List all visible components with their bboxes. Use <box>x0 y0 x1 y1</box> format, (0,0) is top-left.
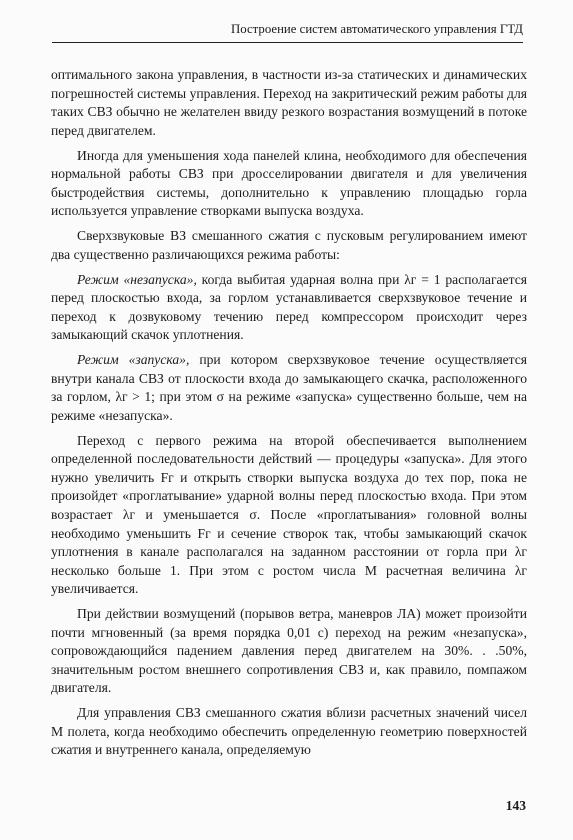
body-text <box>51 66 527 766</box>
paragraph-2: Иногда для уменьшения хода панелей клина, необходимого для обеспечения нормальной работы СВЗ при дросселировании двигателя и для увеличения быстродействия системы, дополнительно к управлению площадью горла используется управление створками выпуска воздуха. <box>51 147 527 219</box>
paragraph-start-mode <box>51 351 527 425</box>
paragraph-6: Переход с первого режима на второй обеспечивается выполнением определенной последовательности действий — процедуры «запуска». Для этого нужно увеличить Fг и открыть створки выпуска воздуха до тех пор, пока не произойдет «проглатывание» ударной волны перед плоскостью входа. При этом возрастает λг и уменьшается σ. После «проглатывания» головной волны необходимо уменьшить Fг и сечение створок так, чтобы замыкающий скачок уплотнения в канале располагался на заданном расстоянии от горла при λг несколько больше 1. При этом с ростом числа M расчетная величина λг увеличивается. <box>51 432 527 597</box>
term-start-mode: Режим «запуска», <box>77 352 190 368</box>
running-header: Построение систем автоматического управления ГТД <box>231 22 523 36</box>
paragraph-7: При действии возмущений (порывов ветра, маневров ЛА) может произойти почти мгновенный (за время порядка 0,01 с) переход на режим «незапуска», сопровождающийся падением давления перед двигателем на 30%. . .50%, значительным ростом внешнего сопротивления СВЗ и, как правило, помпажом двигателя. <box>51 606 527 696</box>
paragraph-3: Сверхзвуковые ВЗ смешанного сжатия с пусковым регулированием имеют два существенно различающихся режима работы: <box>51 228 527 262</box>
header-rule <box>52 42 523 43</box>
paragraph-unstart-mode <box>51 271 527 345</box>
paragraph-4-body: когда выбитая ударная волна при λг = 1 располагается перед плоскостью входа, за горлом устанавливается сверхзвуковое течение и переход к дозвуковому течению перед компрессором происходит через замыкающий скачок уплотнения. <box>51 271 527 343</box>
page-number: 143 <box>505 798 526 813</box>
paragraph-5-body: при котором сверхзвуковое течение осуществляется внутри канала СВЗ от плоскости входа до замыкающего скачка, расположенного за горлом, λг > 1; при этом σ на режиме «запуска» существенно больше, чем на режиме «незапуска». <box>51 352 527 423</box>
paragraph-1: оптимального закона управления, в частности из-за статических и динамических погрешностей системы управления. Переход на закритический режим работы для таких СВЗ обычно не желателен ввиду резкого возрастания возмущений в потоке перед двигателем. <box>51 67 527 138</box>
paragraph-8: Для управления СВЗ смешанного сжатия вблизи расчетных значений чисел M полета, когда необходимо обеспечить определенную геометрию поверхностей сжатия и внутреннего канала, определяемую <box>51 705 527 758</box>
term-unstart-mode: Режим «незапуска», <box>77 271 197 287</box>
